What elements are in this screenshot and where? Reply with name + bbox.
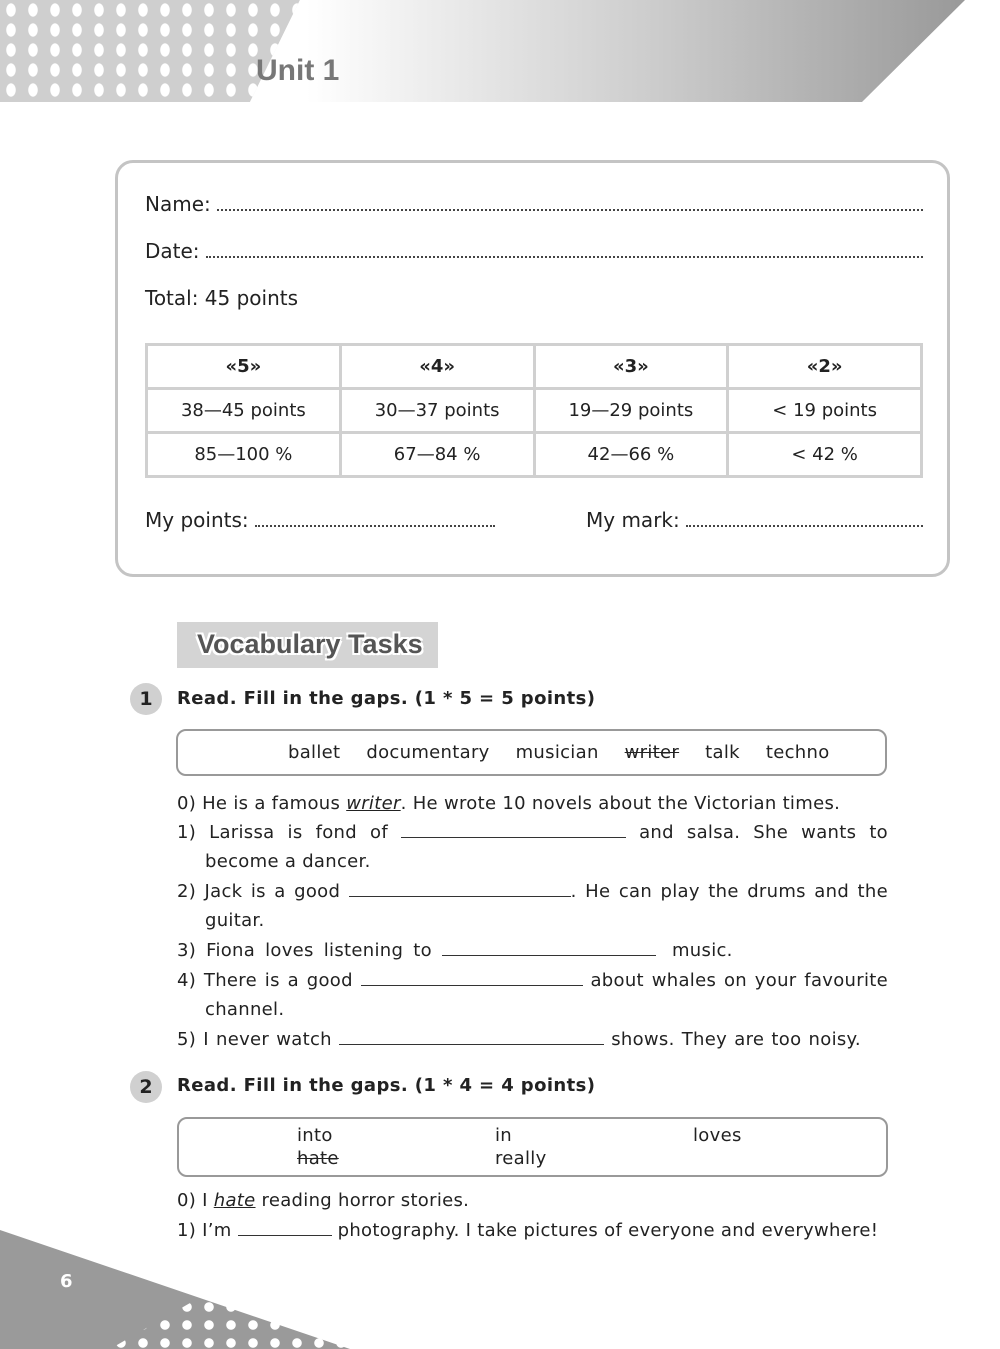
table-row xyxy=(147,433,922,477)
sentence-continuation: become a dancer. xyxy=(205,851,371,872)
sentence-text: 4) There is a good xyxy=(177,970,353,991)
sentence-text: about whales on your favourite xyxy=(590,970,888,991)
grade-header: «5» xyxy=(147,345,341,389)
sentence-text: reading horror stories. xyxy=(255,1190,470,1211)
task-number-badge: 1 xyxy=(130,683,162,715)
sentence-text: music. xyxy=(671,940,733,961)
my-points-dotted-line xyxy=(255,525,495,527)
section-title: Vocabulary Tasks xyxy=(177,622,438,668)
word-item: musician xyxy=(515,742,599,763)
header-dot-pattern xyxy=(0,0,300,102)
gap-sentence-2 xyxy=(177,881,888,902)
percent-cell: < 42 % xyxy=(728,433,922,477)
sentence-text: 1) Larissa is fond of xyxy=(177,822,388,843)
gap-sentence-1 xyxy=(177,1220,878,1241)
word-item: loves xyxy=(693,1125,742,1146)
sentence-text: . He wrote 10 novels about the Victorian times. xyxy=(400,793,841,814)
gap-sentence-5 xyxy=(177,1029,861,1050)
sentence-text: 3) Fiona loves listening to xyxy=(177,940,432,961)
my-mark-field[interactable] xyxy=(586,508,923,532)
word-item: documentary xyxy=(366,742,490,763)
example-sentence xyxy=(177,1190,469,1211)
sentence-text: 0) He is a famous xyxy=(177,793,347,814)
date-field[interactable] xyxy=(145,239,923,263)
gap-sentence-1 xyxy=(177,822,888,843)
task-title: Read. Fill in the gaps. (1 * 4 = 4 points) xyxy=(177,1075,596,1096)
gap-blank[interactable] xyxy=(349,896,571,897)
word-bank-words xyxy=(288,742,830,763)
points-cell: < 19 points xyxy=(728,389,922,433)
gap-blank[interactable] xyxy=(361,985,583,986)
sentence-text: 2) Jack is a good xyxy=(177,881,341,902)
gap-sentence-4 xyxy=(177,970,888,991)
grade-header: «3» xyxy=(534,345,728,389)
gap-blank[interactable] xyxy=(339,1044,604,1045)
points-cell: 38—45 points xyxy=(147,389,341,433)
name-label: Name: xyxy=(145,192,211,216)
name-field[interactable] xyxy=(145,192,923,216)
total-points: Total: 45 points xyxy=(145,286,299,310)
word-item: really xyxy=(495,1148,547,1169)
grade-header: «2» xyxy=(728,345,922,389)
sentence-text: 5) I never watch xyxy=(177,1029,332,1050)
sentence-text: . He can play the drums and the xyxy=(570,881,888,902)
example-answer: hate xyxy=(213,1190,256,1211)
word-item-crossed: writer xyxy=(624,742,680,763)
sentence-continuation: channel. xyxy=(205,999,285,1020)
my-points-label: My points: xyxy=(145,508,249,532)
percent-cell: 85—100 % xyxy=(147,433,341,477)
sentence-text: 0) I xyxy=(177,1190,214,1211)
date-dotted-line xyxy=(206,256,923,258)
example-sentence xyxy=(177,793,840,814)
name-dotted-line xyxy=(217,209,923,211)
table-row xyxy=(147,345,922,389)
my-points-field[interactable] xyxy=(145,508,495,532)
percent-cell: 67—84 % xyxy=(340,433,534,477)
word-item: techno xyxy=(765,742,830,763)
my-mark-label: My mark: xyxy=(586,508,680,532)
sentence-text: and salsa. She wants to xyxy=(639,822,888,843)
percent-cell: 42—66 % xyxy=(534,433,728,477)
page-number: 6 xyxy=(60,1271,73,1292)
sentence-text: 1) I’m xyxy=(177,1220,232,1241)
gap-blank[interactable] xyxy=(401,837,626,838)
sentence-continuation: guitar. xyxy=(205,910,265,931)
sentence-text: photography. I take pictures of everyone and everywhere! xyxy=(337,1220,879,1241)
word-item-crossed: hate xyxy=(297,1148,339,1169)
word-item: in xyxy=(495,1125,513,1146)
word-item: ballet xyxy=(288,742,341,763)
table-row xyxy=(147,389,922,433)
word-item: into xyxy=(297,1125,333,1146)
sentence-text: shows. They are too noisy. xyxy=(611,1029,861,1050)
grade-header: «4» xyxy=(340,345,534,389)
gap-sentence-3 xyxy=(177,940,733,961)
gap-blank[interactable] xyxy=(442,955,656,956)
task-number-badge: 2 xyxy=(130,1071,162,1103)
date-label: Date: xyxy=(145,239,200,263)
points-cell: 19—29 points xyxy=(534,389,728,433)
points-cell: 30—37 points xyxy=(340,389,534,433)
grade-table xyxy=(145,343,923,478)
word-item: talk xyxy=(705,742,740,763)
gap-blank[interactable] xyxy=(238,1235,332,1236)
unit-title: Unit 1 xyxy=(256,54,340,87)
my-mark-dotted-line xyxy=(686,525,923,527)
task-title: Read. Fill in the gaps. (1 * 5 = 5 points) xyxy=(177,688,596,709)
example-answer: writer xyxy=(346,793,401,814)
